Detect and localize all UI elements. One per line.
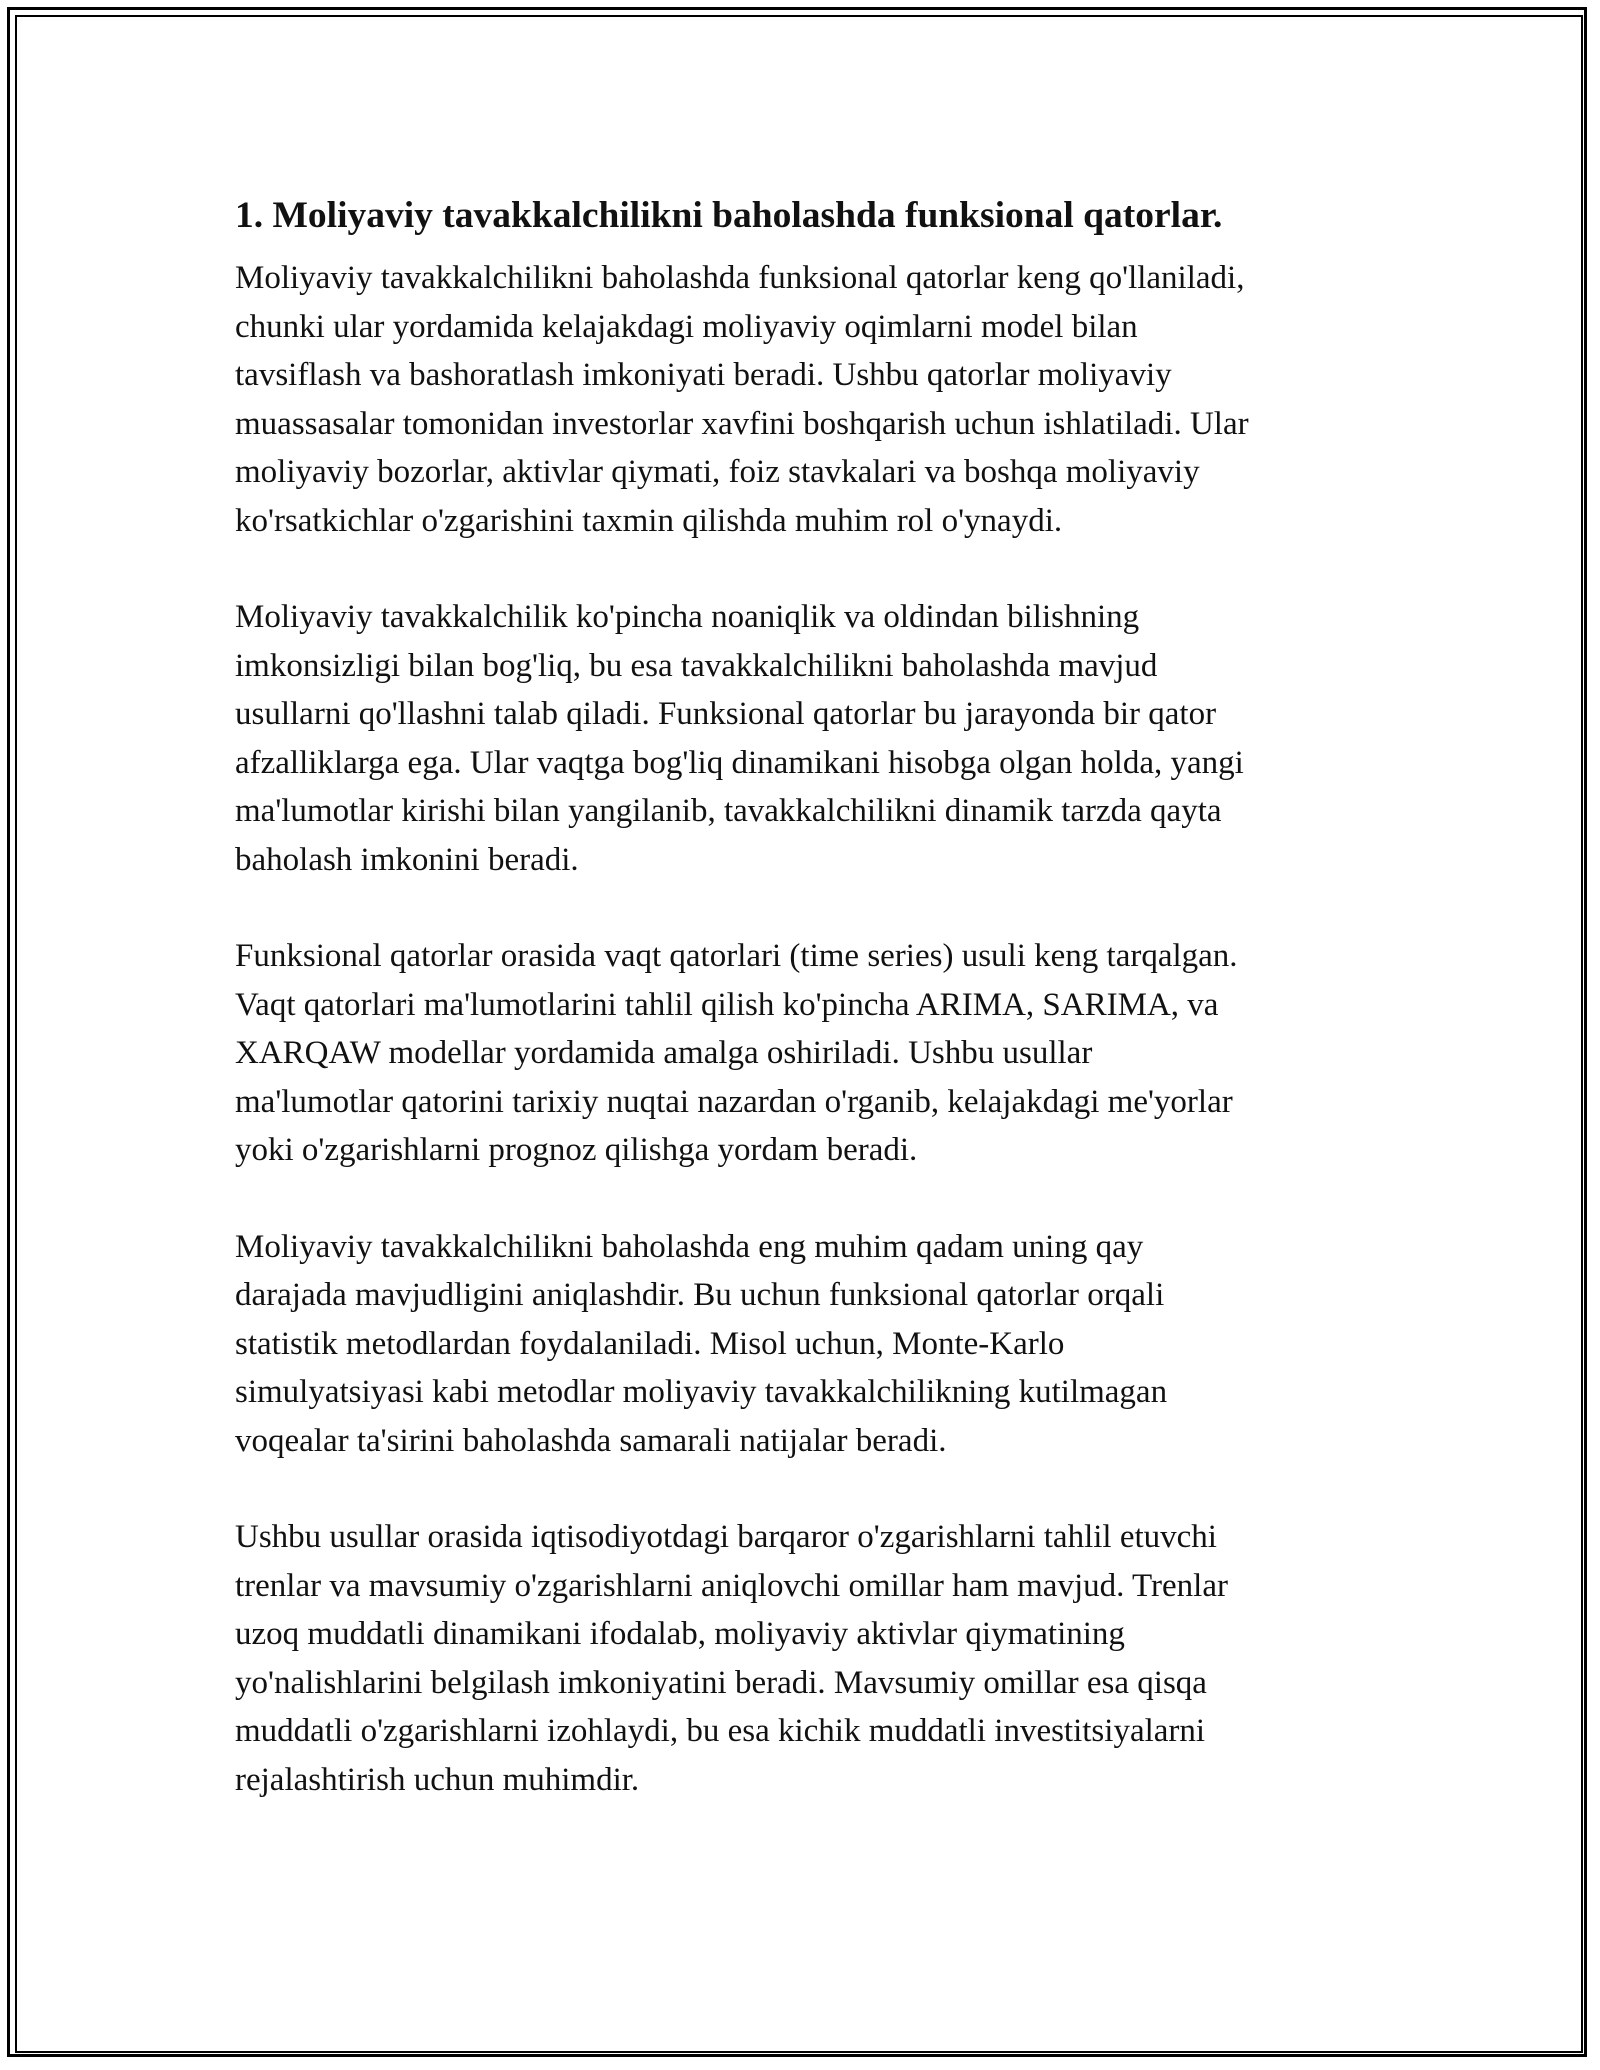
paragraph (235, 1223, 1385, 1466)
text-line: muassasalar tomonidan investorlar xavfini boshqarish uchun ishlatiladi. Ular (235, 405, 1249, 442)
text-line: afzalliklarga ega. Ular vaqtga bog'liq dinamikani hisobga olgan holda, yangi (235, 744, 1244, 781)
text-line: Funksional qatorlar orasida vaqt qatorlari (time series) usuli keng tarqalgan. (235, 938, 1238, 974)
text-line: usullarni qo'llashni talab qiladi. Funksional qatorlar bu jarayonda bir qator (235, 696, 1217, 732)
text-line: trenlar va mavsumiy o'zgarishlarni aniqlovchi omillar ham mavjud. Trenlar (235, 1567, 1228, 1604)
text-line: darajada mavjudligini aniqlashdir. Bu uchun funksional qatorlar orqali (235, 1277, 1165, 1313)
paragraph (235, 254, 1385, 545)
text-line: yoki o'zgarishlarni prognoz qilishga yordam beradi. (235, 1132, 918, 1168)
text-line: statistik metodlardan foydalaniladi. Misol uchun, Monte-Karlo (235, 1325, 1065, 1362)
paragraph (235, 593, 1385, 884)
paragraph-container (235, 254, 1385, 1804)
text-line: simulyatsiyasi kabi metodlar moliyaviy tavakkalchilikning kutilmagan (235, 1374, 1168, 1410)
text-line: ma'lumotlar kirishi bilan yangilanib, tavakkalchilikni dinamik tarzda qayta (235, 793, 1222, 829)
text-line: ko'rsatkichlar o'zgarishini taxmin qilishda muhim rol o'ynaydi. (235, 502, 1063, 539)
text-line: rejalashtirish uchun muhimdir. (235, 1761, 640, 1798)
text-line: Moliyaviy tavakkalchilik ko'pincha noaniqlik va oldindan bilishning (235, 599, 1140, 635)
text-line: ma'lumotlar qatorini tarixiy nuqtai nazardan o'rganib, kelajakdagi me'yorlar (235, 1083, 1233, 1120)
text-line: voqealar ta'sirini baholashda samarali natijalar beradi. (235, 1422, 947, 1459)
text-line: yo'nalishlarini belgilash imkoniyatini beradi. Mavsumiy omillar esa qisqa (235, 1664, 1207, 1701)
text-line: chunki ular yordamida kelajakdagi moliyaviy oqimlarni model bilan (235, 308, 1138, 345)
text-line: XARQAW modellar yordamida amalga oshiriladi. Ushbu usullar (235, 1035, 1093, 1071)
section-heading: 1. Moliyaviy tavakkalchilikni baholashda funksional qatorlar. (235, 195, 1223, 236)
text-line: tavsiflash va bashoratlash imkoniyati beradi. Ushbu qatorlar moliyaviy (235, 357, 1172, 393)
text-line: Ushbu usullar orasida iqtisodiyotdagi barqaror o'zgarishlarni tahlil etuvchi (235, 1519, 1217, 1555)
text-line: muddatli o'zgarishlarni izohlaydi, bu esa kichik muddatli investitsiyalarni (235, 1713, 1206, 1749)
paragraph (235, 932, 1385, 1175)
text-line: Moliyaviy tavakkalchilikni baholashda eng muhim qadam uning qay (235, 1228, 1144, 1265)
document-body (235, 188, 1385, 1852)
text-line: moliyaviy bozorlar, aktivlar qiymati, foiz stavkalari va boshqa moliyaviy (235, 454, 1200, 490)
text-line: baholash imkonini beradi. (235, 841, 579, 878)
text-line: uzoq muddatli dinamikani ifodalab, moliyaviy aktivlar qiymatining (235, 1616, 1125, 1652)
text-line: Moliyaviy tavakkalchilikni baholashda funksional qatorlar keng qo'llaniladi, (235, 260, 1245, 296)
text-line: imkonsizligi bilan bog'liq, bu esa tavakkalchilikni baholashda mavjud (235, 647, 1158, 684)
paragraph (235, 1513, 1385, 1804)
text-line: Vaqt qatorlari ma'lumotlarini tahlil qilish ko'pincha ARIMA, SARIMA, va (235, 986, 1219, 1023)
